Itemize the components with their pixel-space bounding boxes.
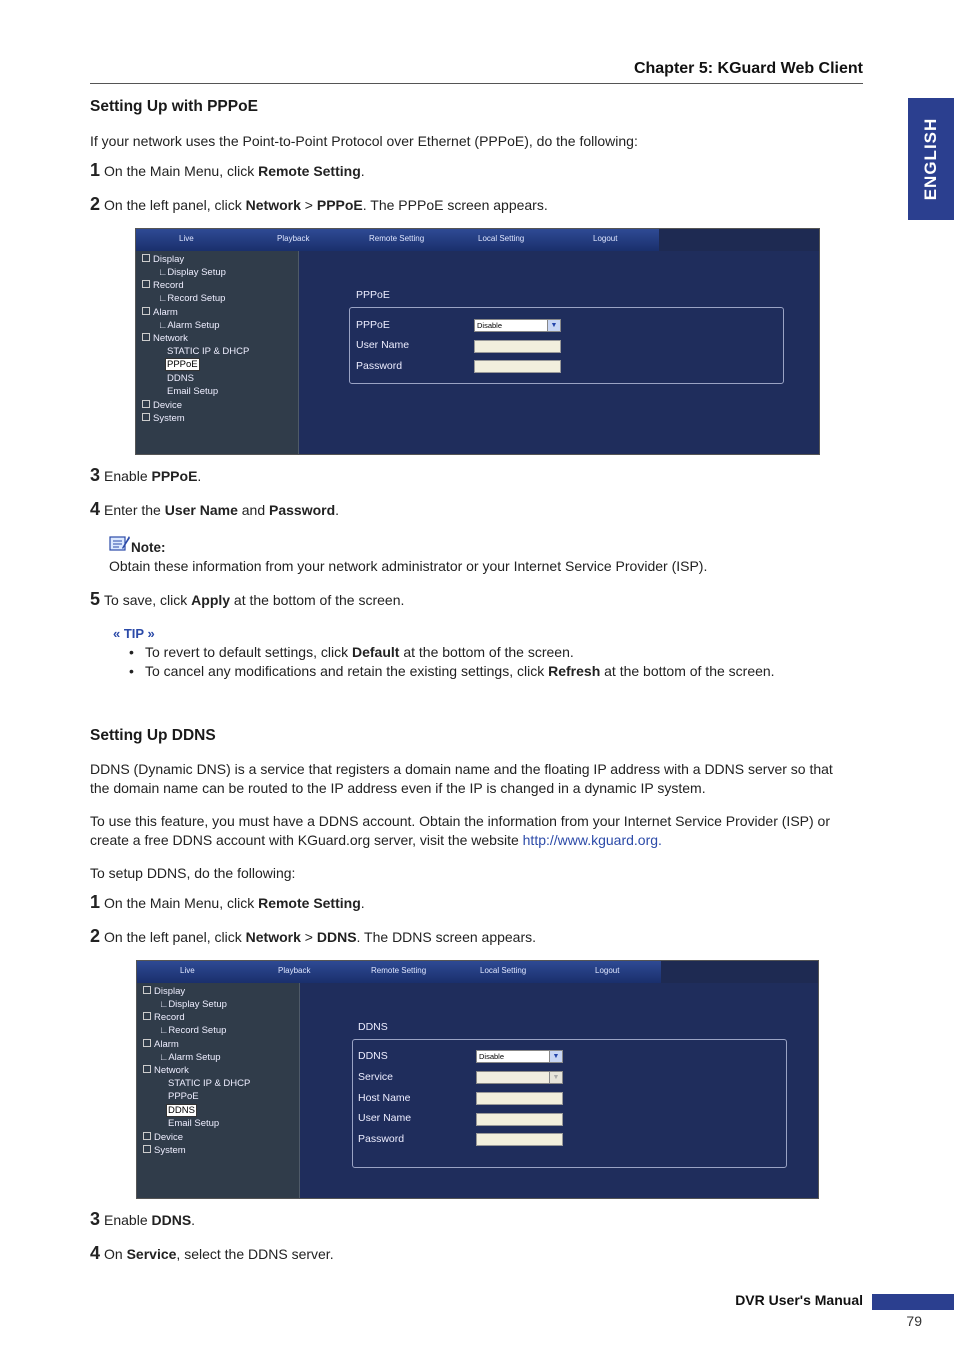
expand-icon [143,1145,151,1153]
pppoe-step-5: 5 To save, click Apply at the bottom of the screen. [90,589,405,609]
tree-record[interactable]: Record [143,1012,185,1023]
settings-tree [137,983,300,1198]
kguard-link[interactable]: http://www.kguard.org. [522,832,662,848]
tree-network[interactable]: Network [142,333,188,344]
expand-icon [142,413,150,421]
manual-title: DVR User's Manual [735,1292,863,1308]
user-name-input[interactable] [474,340,561,353]
ddns-step-4: 4 On Service, select the DDNS server. [90,1243,334,1263]
tree-alarm[interactable]: Alarm [142,307,178,318]
tree-system[interactable]: System [143,1145,186,1156]
ddns-enable-label: DDNS [358,1050,388,1062]
menu-remote-setting[interactable]: Remote Setting [371,966,427,975]
pppoe-enable-select[interactable]: Disable ▼ [474,319,561,332]
tree-device[interactable]: Device [142,400,182,411]
ddns-paragraph-1: DDNS (Dynamic DNS) is a service that registers a domain name and the floating IP address with a DDNS server so that the domain name can be routed to the IP address even if the IP is changed in a dynamic IP system. [90,761,833,796]
chapter-title: Chapter 5: KGuard Web Client [633,60,863,77]
menu-live[interactable]: Live [180,966,195,975]
pppoe-step-3: 3 Enable PPPoE. [90,465,202,485]
menu-playback[interactable]: Playback [277,234,310,243]
pppoe-intro: If your network uses the Point-to-Point Protocol over Ethernet (PPPoE), do the following: [90,133,638,149]
host-name-input[interactable] [476,1092,563,1105]
password-input[interactable] [476,1133,563,1146]
tree-record-setup[interactable]: ∟Record Setup [159,1025,227,1036]
tree-alarm-setup[interactable]: ∟Alarm Setup [158,320,220,331]
chevron-down-icon: ▼ [549,1051,562,1062]
ddns-heading: Setting Up DDNS [90,727,216,744]
menu-local-setting[interactable]: Local Setting [478,234,525,243]
ddns-settings-box [352,1039,787,1168]
menu-local-setting[interactable]: Local Setting [480,966,527,975]
tree-display-setup[interactable]: ∟Display Setup [159,999,227,1010]
tree-display[interactable]: Display [142,254,184,265]
collapse-icon [142,254,150,262]
menu-playback[interactable]: Playback [278,966,311,975]
tree-display-setup[interactable]: ∟Display Setup [158,267,226,278]
chevron-down-icon: ▼ [549,1072,562,1083]
tree-static-ip[interactable]: STATIC IP & DHCP [168,1078,251,1089]
ddns-enable-select[interactable]: Disable ▼ [476,1050,563,1063]
tip-item: • To revert to default settings, click Default at the bottom of the screen. [127,643,847,662]
user-name-label: User Name [356,339,410,351]
service-select[interactable] [476,1071,563,1084]
ddns-step-3: 3 Enable DDNS. [90,1209,196,1229]
pppoe-enable-label: PPPoE [356,319,390,331]
language-tab [908,98,954,220]
tip-item: • To cancel any modifications and retain the existing settings, click Refresh at the bottom of the screen. [127,662,847,681]
expand-icon [143,1132,151,1140]
ddns-step-1: 1 On the Main Menu, click Remote Setting. [90,892,365,912]
tree-display[interactable]: Display [143,986,185,997]
tree-email-setup[interactable]: Email Setup [167,386,219,397]
page-number: 79 [906,1313,922,1329]
password-label: Password [358,1133,405,1145]
ddns-screenshot [136,960,819,1199]
tree-pppoe[interactable]: PPPoE [167,359,198,370]
user-name-input[interactable] [476,1113,563,1126]
tree-pppoe[interactable]: PPPoE [168,1091,199,1102]
ddns-screen-title: DDNS [358,1021,388,1033]
tree-record[interactable]: Record [142,280,184,291]
collapse-icon [143,986,151,994]
tree-alarm-setup[interactable]: ∟Alarm Setup [159,1052,221,1063]
collapse-icon [143,1039,151,1047]
settings-tree [136,251,299,454]
ddns-step-2: 2 On the left panel, click Network > DDNS. The DDNS screen appears. [90,926,537,946]
note-text: Obtain these information from your network administrator or your Internet Service Provider (ISP). [109,558,708,574]
collapse-icon [142,280,150,288]
menu-live[interactable]: Live [179,234,194,243]
pppoe-settings-box [349,307,784,384]
chevron-down-icon: ▼ [547,320,560,331]
note-label: Note: [131,540,166,555]
note-icon [108,534,130,552]
ddns-paragraph-3: To setup DDNS, do the following: [90,865,296,881]
tree-ddns[interactable]: DDNS [167,373,194,384]
tree-email-setup[interactable]: Email Setup [168,1118,220,1129]
menu-logout[interactable]: Logout [595,966,620,975]
pppoe-heading: Setting Up with PPPoE [90,98,258,115]
menu-logout[interactable]: Logout [593,234,618,243]
tree-static-ip[interactable]: STATIC IP & DHCP [167,346,250,357]
tree-ddns[interactable]: DDNS [168,1105,195,1116]
tip-label: « TIP » [113,626,155,641]
tree-system[interactable]: System [142,413,185,424]
tree-record-setup[interactable]: ∟Record Setup [158,293,226,304]
footer-accent-bar [872,1294,954,1310]
service-label: Service [358,1071,394,1083]
password-input[interactable] [474,360,561,373]
host-name-label: Host Name [358,1092,411,1104]
collapse-icon [143,1065,151,1073]
collapse-icon [143,1012,151,1020]
language-tab-label: ENGLISH [921,117,940,201]
ddns-paragraph-2: To use this feature, you must have a DDNS account. Obtain the information from your Internet Service Provider (ISP) or create a free DDNS account with KGuard.org server, visit the website http://www.kguard.org. [90,813,830,848]
collapse-icon [142,307,150,315]
tree-network[interactable]: Network [143,1065,189,1076]
pppoe-step-2: 2 On the left panel, click Network > PPPoE. The PPPoE screen appears. [90,194,548,214]
collapse-icon [142,333,150,341]
expand-icon [142,400,150,408]
password-label: Password [356,360,403,372]
user-name-label: User Name [358,1112,412,1124]
pppoe-step-1: 1 On the Main Menu, click Remote Setting. [90,160,365,180]
tip-list [127,643,847,681]
menu-remote-setting[interactable]: Remote Setting [369,234,425,243]
tree-device[interactable]: Device [143,1132,183,1143]
pppoe-screenshot [135,228,820,455]
header-divider [90,83,863,84]
tree-alarm[interactable]: Alarm [143,1039,179,1050]
pppoe-screen-title: PPPoE [356,289,390,301]
pppoe-step-4: 4 Enter the User Name and Password. [90,499,340,519]
